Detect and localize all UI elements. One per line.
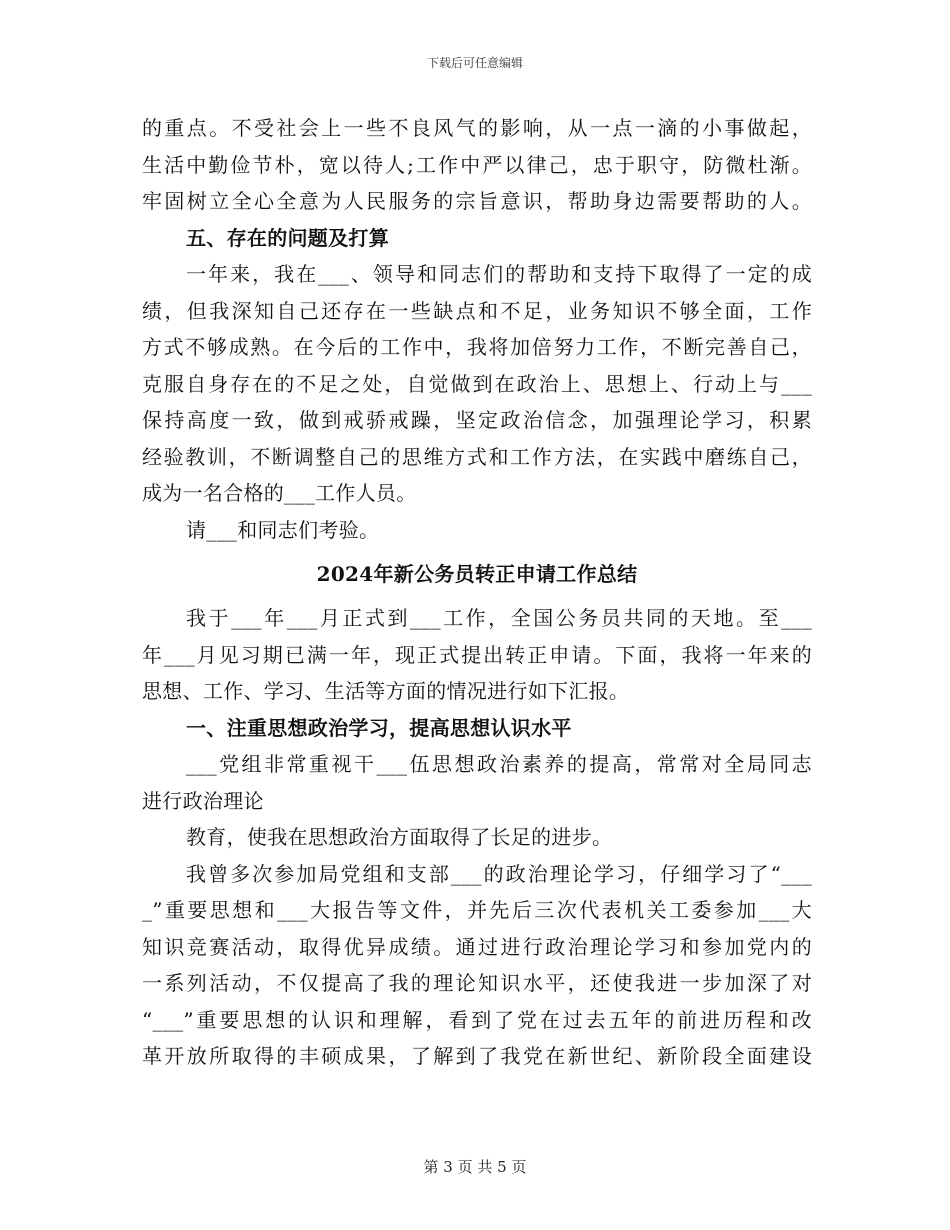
body-line: 生活中勤俭节朴，宽以待人;工作中严以律己，忠于职守，防微杜渐。 — [142, 152, 812, 177]
section-heading: 一、注重思想政治学习，提高思想认识水平 — [186, 715, 572, 740]
body-line: 的重点。不受社会上一些不良风气的影响，从一点一滴的小事做起， — [142, 116, 812, 140]
page-number: 第 3 页 共 5 页 — [423, 1158, 527, 1176]
document-body — [142, 110, 812, 1075]
body-line: ___党组非常重视干___伍思想政治素养的提高，常常对全局同志 — [186, 752, 812, 776]
document-title: 2024年新公务员转正申请工作总结 — [316, 562, 638, 586]
body-line: 我曾多次参加局党组和支部___的政治理论学习，仔细学习了“___ — [186, 861, 812, 886]
body-line: 一系列活动，不仅提高了我的理论知识水平，还使我进一步加深了对 — [142, 971, 812, 995]
body-line: 年___月见习期已满一年，现正式提出转正申请。下面，我将一年来的 — [142, 642, 812, 667]
body-line: 教育，使我在思想政治方面取得了长足的进步。 — [186, 825, 613, 849]
page-header: 下载后可任意编辑 — [426, 56, 523, 70]
body-line: 绩，但我深知自己还存在一些缺点和不足，业务知识不够全面，工作 — [142, 298, 812, 323]
body-line: 经验教训，不断调整自己的思维方式和工作方法，在实践中磨练自己， — [142, 444, 812, 469]
body-line: 克服自身存在的不足之处，自觉做到在政治上、思想上、行动上与___ — [142, 371, 812, 396]
body-line: 知识竞赛活动，取得优异成绩。通过进行政治理论学习和参加党内的 — [142, 934, 812, 959]
body-line: “___”重要思想的认识和理解，看到了党在过去五年的前进历程和改 — [142, 1007, 812, 1032]
section-heading: 五、存在的问题及打算 — [186, 225, 389, 250]
body-line: 请___和同志们考验。 — [186, 517, 380, 542]
body-line: 一年来，我在___、领导和同志们的帮助和支持下取得了一定的成 — [186, 262, 812, 286]
body-line: 保持高度一致，做到戒骄戒躁，坚定政治信念，加强理论学习，积累 — [142, 408, 812, 432]
body-line: 成为一名合格的___工作人员。 — [142, 481, 417, 505]
body-line: 我于___年___月正式到___工作，全国公务员共同的天地。至___ — [186, 606, 812, 630]
body-line: 方式不够成熟。在今后的工作中，我将加倍努力工作，不断完善自己， — [142, 335, 812, 359]
body-line: _”重要思想和___大报告等文件，并先后三次代表机关工委参加___大 — [142, 898, 812, 922]
body-line: 思想、工作、学习、生活等方面的情况进行如下汇报。 — [142, 679, 630, 703]
body-line: 进行政治理论 — [142, 788, 264, 813]
body-line: 革开放所取得的丰硕成果，了解到了我党在新世纪、新阶段全面建设 — [142, 1044, 812, 1068]
body-line: 牢固树立全心全意为人民服务的宗旨意识，帮助身边需要帮助的人。 — [142, 189, 812, 213]
